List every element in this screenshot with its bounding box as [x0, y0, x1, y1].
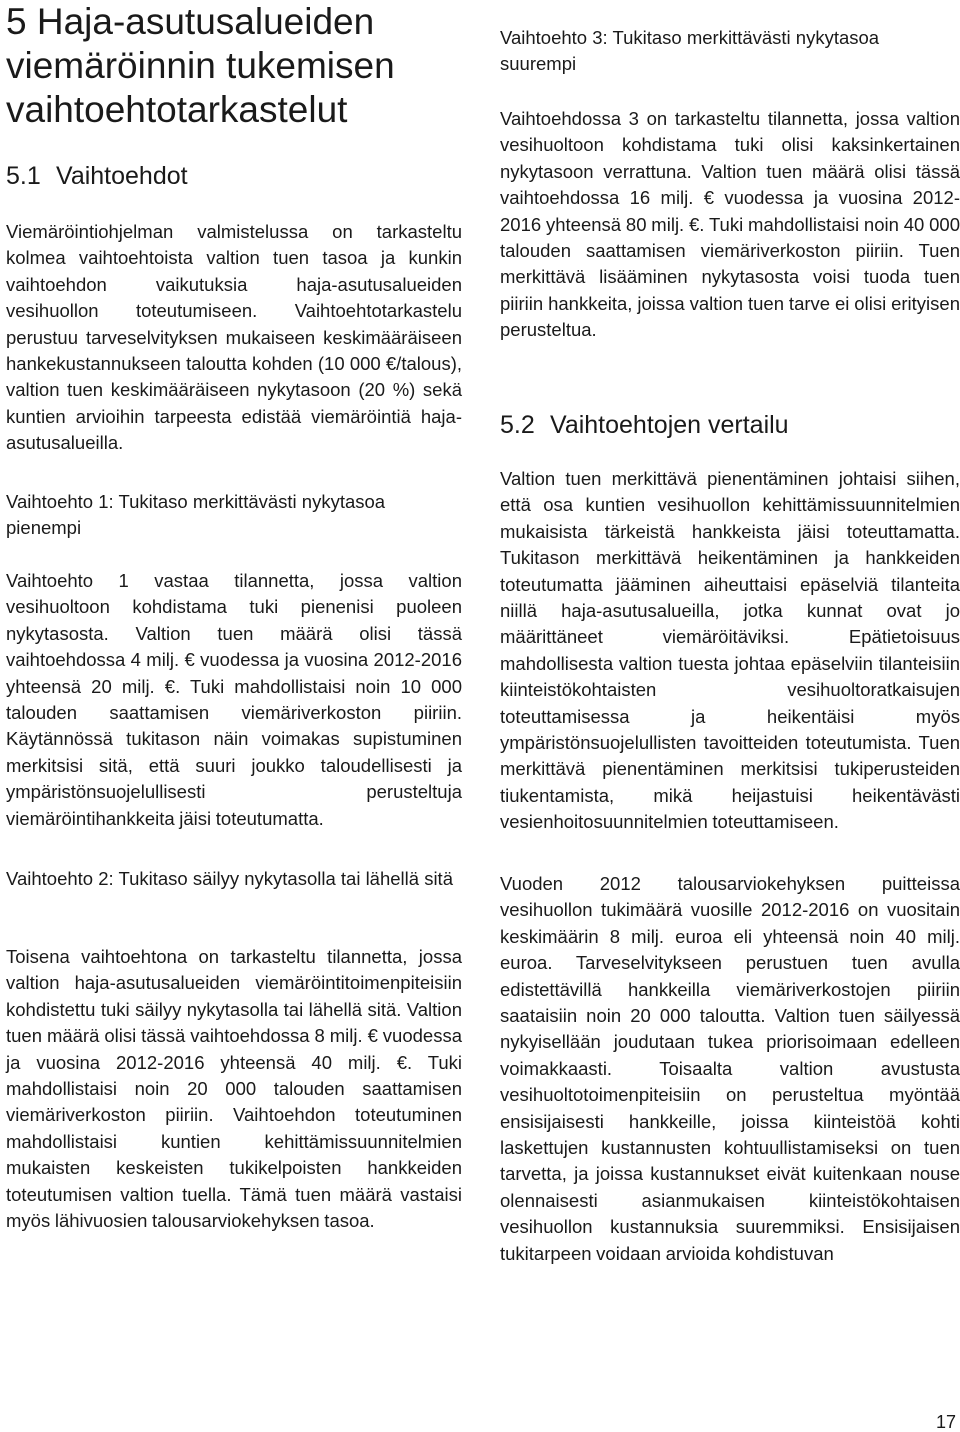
option2-heading: Vaihtoehto 2: Tukitaso säilyy nykytasolla tai lähellä sitä	[6, 868, 453, 889]
section-number: 5.2	[500, 411, 535, 439]
section-heading-5-2	[500, 410, 789, 440]
comparison-paragraph-1: Valtion tuen merkittävä pienentäminen johtaisi siihen, että osa kuntien vesihuollon kehittämissuunnitelmien mukaisista tärkeistä hankkeista jäisi toteuttamatta. Tukitason merkittävä heikentäminen ja hankkeiden toteutumatta jääminen aiheuttaisi epäselviä tilanteita niillä haja-asutusalueilla, jotka kunnat ovat jo määrittäneet viemäröitäviksi. Epätietoisuus mahdollisesta valtion tuesta johtaa epäselviin tilanteisiin kiinteistökohtaisten vesihuoltoratkaisujen toteuttamisessa ja heikentäisi myös ympäristönsuojelullisten tavoitteiden toteutumista. Tuen merkittävä pienentäminen merkitsisi tukiperusteiden tiukentamista, mikä heijastuisi heikentävästi vesienhoitosuunnitelmien toteuttamiseen.	[500, 468, 960, 833]
option1-paragraph: Vaihtoehto 1 vastaa tilannetta, jossa valtion vesihuoltoon kohdistama tuki pienenisi puoleen nykytasosta. Valtion tuen määrä olisi tässä vaihtoehdossa 4 milj. € vuodessa ja vuosina 2012-2016 yhteensä 20 milj. €. Tuki mahdollistaisi noin 10 000 talouden saattamisen viemäriverkoston piiriin. Käytännössä tukitason näin voimakas supistuminen merkitsisi sitä, että suuri joukko taloudellisesti ja ympäristönsuojelullisesti perusteltuja viemäröintihankkeita jäisi toteutumatta.	[6, 570, 462, 829]
comparison-paragraph-2: Vuoden 2012 talousarviokehyksen puitteissa vesihuollon tukimäärä vuosille 2012-2016 on vuositain keskimäärin 8 milj. euroa eli yhteensä noin 40 milj. euroa. Tarveselvitykseen perustuen tuen avulla edistettävillä hankkeilla viemäriverkostojen piiriin saataisiin noin 20 000 taloutta. Valtion tuen säilyessä nykyisellään joudutaan tukea priorisoimaan edelleen voimakkaasti. Toisaalta valtion avustusta vesihuoltotoimenpiteisiin on perusteltua myöntää ensisijaisesti hankkeille, joissa kiinteistöä kohti laskettujen kustannusten kohtuullistamiseksi on tuen tarvetta, ja joissa kustannukset eivät kuitenkaan nouse olennaisesti asianmukaisen kiinteistökohtaisen vesihuollon kustannuksia suuremmiksi. Ensisijaisen tukitarpeen voidaan arvioida kohdistuvan	[500, 873, 960, 1264]
chapter-title: 5 Haja-asutusalueiden viemäröinnin tukemisen vaihtoehtotarkastelut	[6, 1, 395, 130]
section-title: Vaihtoehdot	[56, 162, 188, 190]
page-number: 17	[935, 1412, 956, 1432]
option2-paragraph: Toisena vaihtoehtona on tarkasteltu tilannetta, jossa valtion haja-asutusalueiden viemäröintitoimenpiteisiin kohdistettu tuki säilyy nykytasolla tai lähellä sitä. Valtion tuen määrä olisi tässä vaihtoehdossa 8 milj. € vuodessa ja vuosina 2012-2016 yhteensä 40 milj. €. Tuki mahdollistaisi noin 20 000 talouden saattamisen viemäriverkoston piiriin. Vaihtoehdon toteutuminen mahdollistaisi kuntien kehittämissuunnitelmien mukaisten keskeisten tukikelpoisten hankkeiden toteutumisen valtion tuella. Tämä tuen määrä vastaisi myös lähivuosien talousarviokehyksen tasoa.	[6, 946, 462, 1232]
option3-paragraph: Vaihtoehdossa 3 on tarkasteltu tilannetta, jossa valtion vesihuoltoon kohdistama tuki olisi kaksinkertainen nykytasoon verrattuna. Valtion tuen määrä olisi tässä vaihtoehdossa 16 milj. € vuodessa ja vuosina 2012-2016 yhteensä 80 milj. €. Tuki mahdollistaisi noin 40 000 talouden saattamisen viemäriverkoston piiriin. Tuen merkittävä lisääminen nykytasosta voisi tuoda tuen piiriin hankkeita, joissa valtion tuen tarve ei olisi erityisen perusteltua.	[500, 108, 960, 341]
section-heading-5-1	[6, 161, 188, 191]
section-number: 5.1	[6, 162, 41, 190]
section-title: Vaihtoehtojen vertailu	[550, 411, 789, 439]
intro-paragraph: Viemäröintiohjelman valmistelussa on tarkasteltu kolmea vaihtoehtoista valtion tuen tasoa ja kunkin vaihtoehdon vaikutuksia haja-asutusalueiden vesihuollon toteutumiseen. Vaihtoehtotarkastelu perustuu tarveselvityksen mukaiseen keskimääräiseen hankekustannukseen taloutta kohden (10 000 €/talous), valtion tuen keskimääräiseen nykytasoon (20 %) sekä kuntien arvioihin tarpeesta edistää viemäröintiä haja-asutusalueilla.	[6, 221, 462, 454]
option1-heading: Vaihtoehto 1: Tukitaso merkittävästi nykytasoa pienempi	[6, 491, 386, 539]
option3-heading: Vaihtoehto 3: Tukitaso merkittävästi nykytasoa suurempi	[500, 27, 880, 75]
